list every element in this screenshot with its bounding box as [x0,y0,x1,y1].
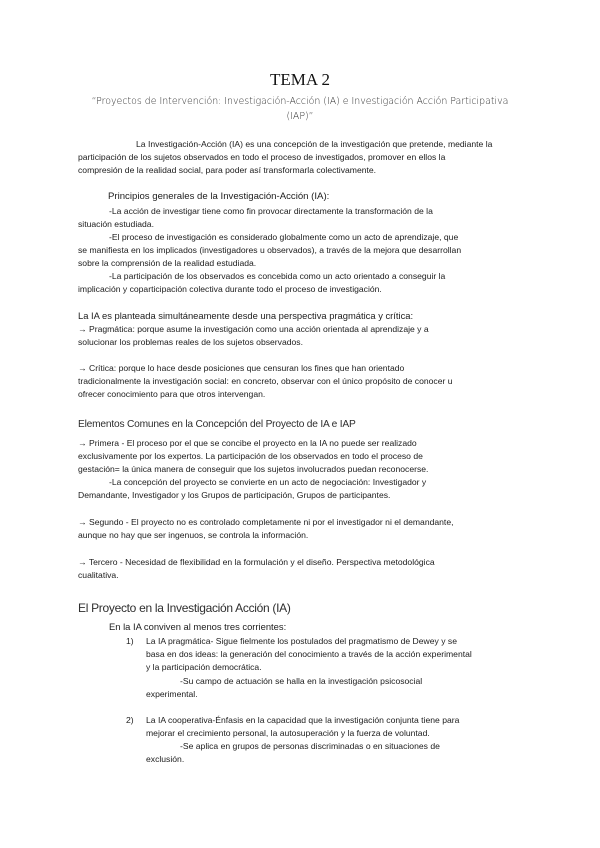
principle-line: -El proceso de investigación es considerado globalmente como un acto de aprendizaje, que [109,232,459,242]
critical-line: tradicionalmente la investigación social: en concreto, observar con el único propósito de conocer u [78,376,453,386]
intro-line: compresión de la realidad social, para poder así transformarla colectivamente. [78,165,377,175]
second-line: → Segundo - El proyecto no es controlado completamente ni por el investigador ni el demandante, [78,517,454,527]
third-line: → Tercero - Necesidad de flexibilidad en la formulación y el diseño. Perspectiva metodológica [78,557,435,567]
item2-line: La IA cooperativa-Énfasis en la capacidad que la investigación conjunta tiene para [146,715,460,725]
project-lead: En la IA conviven al menos tres corrientes: [109,621,287,632]
section-heading-common: Elementos Comunes en la Concepción del Proyecto de IA e IAP [78,419,356,430]
page-subtitle: “Proyectos de Intervención: Investigación-Acción (IA) e Investigación Acción Participativa (IAP)” [91,96,509,122]
principle-line: -La participación de los observados es concebida como un acto orientado a conseguir la [109,271,446,281]
perspective-heading: La IA es planteada simultáneamente desde una perspectiva pragmática y crítica: [78,310,414,321]
intro-line: La Investigación-Acción (IA) es una concepción de la investigación que pretende, mediante la [136,139,493,149]
item1-sub-line: -Su campo de actuación se halla en la investigación psicosocial [180,676,423,686]
critical-line: → Crítica: porque lo hace desde posiciones que censuran los fines que han orientado [78,363,405,373]
item1-line: La IA pragmática- Sigue fielmente los postulados del pragmatismo de Dewey y se [146,636,457,646]
intro-line: participación de los sujetos observados en todo el proceso de investigados, promover en ellos la [78,152,446,162]
second-line: aunque no hay que ser ingenuos, se controla la información. [78,530,309,540]
item1-line: y la participación democrática. [146,662,262,672]
first-line: → Primera - El proceso por el que se concibe el proyecto en la IA no puede ser realizado [78,438,417,448]
pragmatic-line: → Pragmática: porque asume la investigación como una acción orientada al aprendizaje y a [78,324,429,334]
section-heading-project: El Proyecto en la Investigación Acción (IA) [78,601,291,615]
pragmatic-line: solucionar los problemas reales de los sujetos observados. [78,337,303,347]
principle-line: sobre la comprensión de la realidad estudiada. [78,258,257,268]
principle-line: -La acción de investigar tiene como fin provocar directamente la transformación de la [109,206,433,216]
third-line: cualitativa. [78,570,119,580]
item2-sub-line: -Se aplica en grupos de personas discriminadas o en situaciones de [180,741,440,751]
first-line: gestación= la única manera de conseguir que los sujetos involucrados puedan reconocerse. [78,464,429,474]
item2-sub-line: exclusión. [146,754,185,764]
principle-line: implicación y coparticipación colectiva durante todo el proceso de investigación. [78,284,382,294]
item2-line: mejorar el crecimiento personal, la autosuperación y la fuerza de voluntad. [146,728,430,738]
list-number: 2) [126,715,134,725]
item1-line: basa en dos ideas: la generación del conocimiento a través de la acción experimental [146,649,472,659]
item1-sub-line: experimental. [146,689,198,699]
critical-line: ofrecer conocimiento para que otros intervengan. [78,389,266,399]
list-number: 1) [126,636,134,646]
principle-line: situación estudiada. [78,219,154,229]
principle-line: se manifiesta en los implicados (investigadores u observados), a través de la mejora que desarrollan [78,245,462,255]
first-line: exclusivamente por los expertos. La participación de los observados en todo el proceso de [78,451,423,461]
first-line: Demandante, Investigador y los Grupos de participación, Grupos de participantes. [78,490,391,500]
principles-heading: Principios generales de la Investigación-Acción (IA): [108,191,330,202]
first-line: -La concepción del proyecto se convierte en un acto de negociación: Investigador y [109,477,427,487]
page-title: TEMA 2 [270,70,330,89]
